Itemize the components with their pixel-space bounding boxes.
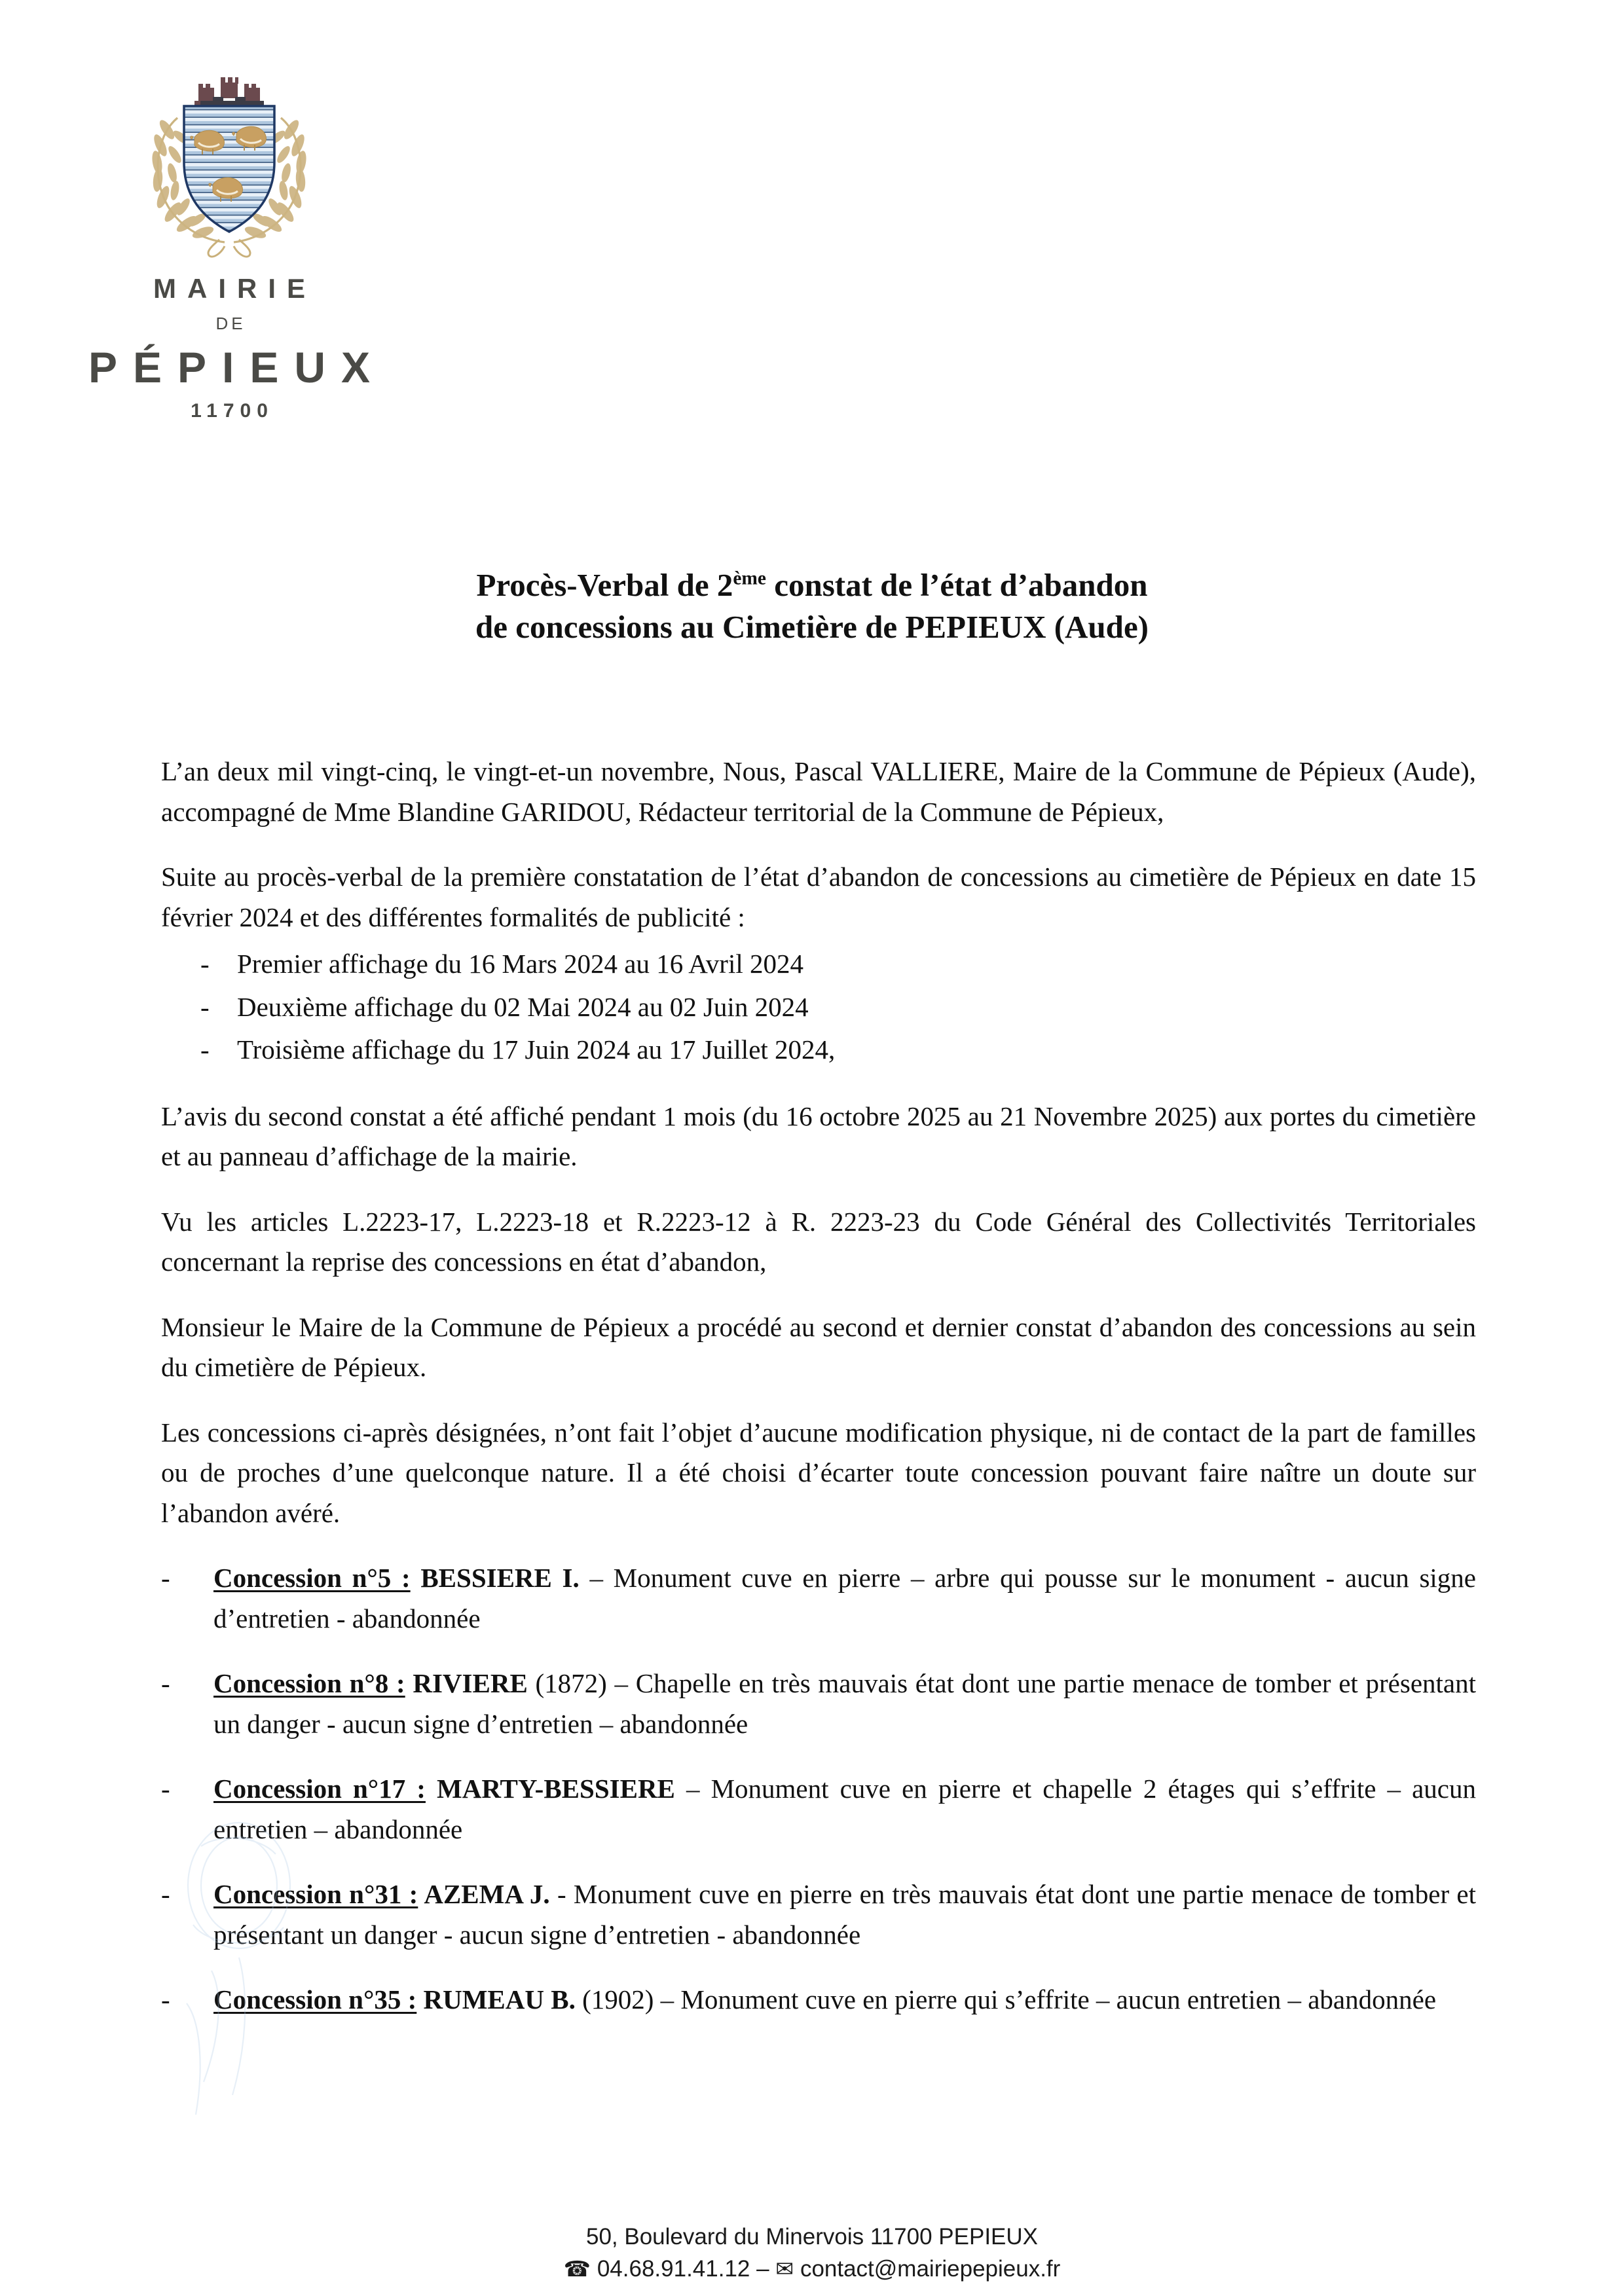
paragraph-suite: Suite au procès-verbal de la première constatation de l’état d’abandon de concessions au cimetière de Pépieux en date 15 février 2024 et des différentes formalités de publicité : [161, 862, 1476, 932]
concession-item [161, 1558, 1477, 1639]
page-title-line-2: de concessions au Cimetière de PEPIEUX (Aude) [475, 608, 1149, 645]
concession-number: Concession n°17 : [213, 1774, 426, 1804]
concession-family-name: RIVIERE [405, 1668, 528, 1698]
dash-bullet: - [161, 1563, 170, 1593]
coat-of-arms-icon [121, 46, 337, 262]
concession-list [161, 1558, 1476, 2020]
paragraph-avis-second-constat: L’avis du second constat a été affiché pendant 1 mois (du 16 octobre 2025 au 21 Novembre 2025) aux portes du cimetière et au panneau d’affichage de la mairie. [161, 1101, 1476, 1171]
letterhead-postal-code: 11700 [191, 400, 274, 422]
paragraph-opening: L’an deux mil vingt-cinq, le vingt-et-un novembre, Nous, Pascal VALLIERE, Maire de la Commune de Pépieux (Aude), accompagné de Mme Blandine GARIDOU, Rédacteur territorial de la Commune de Pépieux, [161, 756, 1476, 827]
envelope-icon: ✉ [775, 2256, 794, 2282]
concession-item [161, 1980, 1476, 2020]
shield-icon [184, 106, 274, 232]
dash-bullet: - [161, 1668, 170, 1698]
affichage-label: Premier affichage du 16 Mars 2024 au 16 Avril 2024 [237, 949, 803, 979]
dash-bullet: - [161, 1984, 170, 2014]
page-title-ordinal-suffix: ème [733, 568, 766, 589]
letterhead-text [0, 274, 458, 422]
concession-number: Concession n°8 : [213, 1668, 405, 1698]
concession-family-name: RUMEAU B. [416, 1984, 576, 2014]
concession-number: Concession n°5 : [213, 1563, 411, 1593]
letterhead-mairie: MAIRIE [153, 273, 316, 304]
page-title-line-1-before: Procès-Verbal de 2 [476, 567, 733, 603]
list-item [200, 987, 1476, 1028]
letterhead-commune: PÉPIEUX [88, 342, 386, 392]
document-body [161, 752, 1476, 2045]
footer-separator: – [756, 2256, 769, 2282]
wreath-bow-icon [208, 240, 250, 257]
concession-description: – Monument cuve en pierre – arbre qui pousse sur le monument - aucun signe d’entretien - abandonnée [213, 1563, 1477, 1633]
concession-number: Concession n°31 : [213, 1879, 418, 1909]
concession-item [161, 1874, 1476, 1955]
affichage-label: Troisième affichage du 17 Juin 2024 au 17 Juillet 2024, [237, 1034, 836, 1065]
concession-family-name: MARTY-BESSIERE [425, 1774, 675, 1804]
dash-bullet: - [200, 949, 210, 979]
page-title-line-1-after: constat de l’état d’abandon [766, 567, 1148, 603]
footer-contact [0, 2253, 1624, 2286]
affichage-label: Deuxième affichage du 02 Mai 2024 au 02 Juin 2024 [237, 991, 809, 1022]
telephone-icon: ☎ [563, 2256, 591, 2282]
footer-address: 50, Boulevard du Minervois 11700 PEPIEUX [585, 2223, 1039, 2250]
page-title [157, 564, 1467, 647]
concession-family-name: AZEMA J. [418, 1879, 550, 1909]
concession-description: – Monument cuve en pierre et chapelle 2 étages qui s’effrite – aucun entretien – abandonnée [213, 1774, 1477, 1844]
concession-description: - Monument cuve en pierre en très mauvais état dont une partie menace de tomber et présentant un danger - aucun signe d’entretien - abandonnée [213, 1879, 1476, 1950]
concession-family-name: BESSIERE I. [410, 1563, 580, 1593]
concession-item [161, 1769, 1477, 1850]
letterhead-de: DE [215, 314, 246, 334]
footer-phone: 04.68.91.41.12 [597, 2256, 750, 2282]
list-item [200, 944, 1476, 985]
concession-description: (1872) – Chapelle en très mauvais état dont une partie menace de tomber et présentant un danger - aucun signe d’entretien – abandonnée [213, 1668, 1477, 1739]
dash-bullet: - [200, 991, 210, 1022]
affichage-list [161, 944, 1476, 1070]
dash-bullet: - [161, 1879, 170, 1909]
footer-email: contact@mairiepepieux.fr [800, 2256, 1061, 2282]
page-title-line-1 [157, 564, 1467, 606]
page-footer [0, 2221, 1624, 2286]
paragraph-maire-constat: Monsieur le Maire de la Commune de Pépieux a procédé au second et dernier constat d’abandon des concessions au sein du cimetière de Pépieux. [161, 1311, 1476, 1382]
paragraph-legal-articles: Vu les articles L.2223-17, L.2223-18 et R.2223-12 à R. 2223-23 du Code Général des Collectivités Territoriales concernant la reprise des concessions en état d’abandon, [161, 1206, 1476, 1277]
concession-number: Concession n°35 : [213, 1984, 417, 2014]
concession-item [161, 1664, 1477, 1744]
letterhead [0, 46, 458, 422]
dash-bullet: - [161, 1774, 170, 1804]
list-item [200, 1030, 1476, 1070]
paragraph-concessions-intro: Les concessions ci-après désignées, n’ont fait l’objet d’aucune modification physique, ni de contact de la part de familles ou de proches d’une quelconque nature. Il a été choisi d’écarter toute concession pouvant faire naître un doute sur l’abandon avéré. [161, 1417, 1476, 1528]
concession-description: (1902) – Monument cuve en pierre qui s’effrite – aucun entretien – abandonnée [575, 1984, 1437, 2014]
dash-bullet: - [200, 1034, 210, 1065]
